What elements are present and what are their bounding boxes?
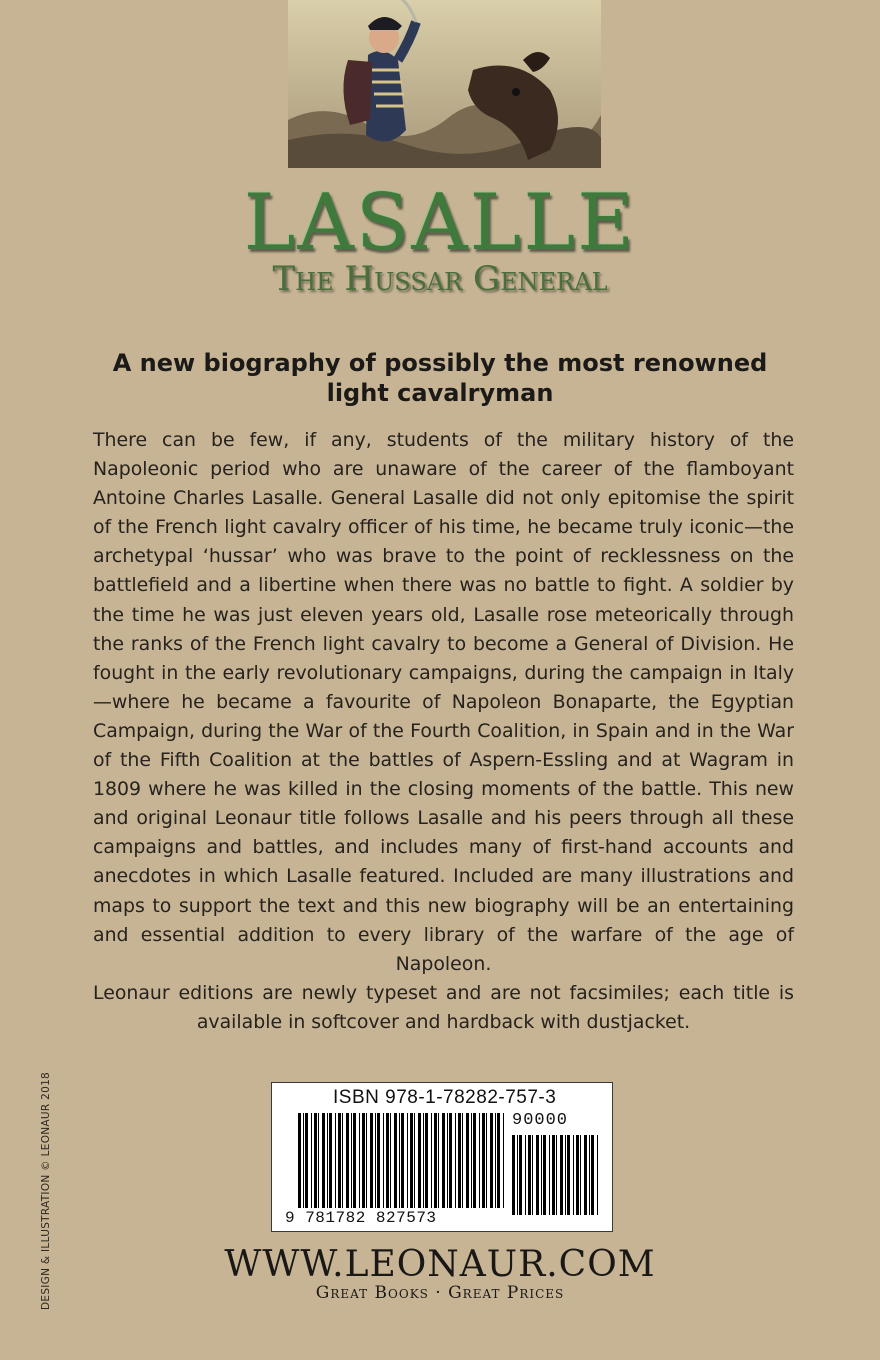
barcode-bar	[565, 1135, 566, 1215]
publisher-slogan: Great Books · Great Prices	[315, 1283, 565, 1303]
ean-digits: 9 781782 827573	[285, 1209, 437, 1227]
barcode-bar	[351, 1113, 352, 1208]
barcode-bar	[431, 1113, 432, 1208]
barcode-bar	[314, 1113, 317, 1208]
barcode-bar	[370, 1113, 373, 1208]
barcode-bar	[410, 1113, 413, 1208]
barcode-bar	[394, 1113, 397, 1208]
barcode-bar	[525, 1135, 526, 1215]
barcode-bar	[471, 1113, 472, 1208]
barcode-bar	[532, 1135, 533, 1215]
barcode-bar	[425, 1113, 428, 1208]
barcode-bar	[327, 1113, 328, 1208]
barcode-bar	[576, 1135, 579, 1215]
barcode-bar	[303, 1113, 304, 1208]
barcode-bar	[597, 1135, 598, 1215]
title-block	[0, 178, 880, 299]
barcode-bar	[552, 1135, 555, 1215]
barcode-bar	[503, 1113, 504, 1208]
barcode-bar	[434, 1113, 437, 1208]
barcode-bar	[322, 1113, 325, 1208]
barcode-bar	[479, 1113, 480, 1208]
barcode-bar	[375, 1113, 376, 1208]
tagline: A new biography of possibly the most renowned light cavalryman	[112, 349, 768, 407]
ean-bars	[298, 1113, 508, 1215]
barcode-bar	[390, 1113, 391, 1208]
barcode-bar	[407, 1113, 408, 1208]
barcode-bar	[298, 1113, 301, 1208]
addon-bars	[512, 1135, 604, 1215]
barcode-bar	[473, 1113, 476, 1208]
barcode-bar	[573, 1135, 574, 1215]
barcode-bar	[418, 1113, 421, 1208]
barcode-bar	[311, 1113, 312, 1208]
barcode-bar	[386, 1113, 389, 1208]
barcode-bar	[567, 1135, 570, 1215]
barcode-bar	[541, 1135, 542, 1215]
cover-illustration	[288, 0, 601, 168]
publisher-website[interactable]: WWW.LEONAUR.COM	[224, 1244, 656, 1285]
barcode-bar	[591, 1135, 594, 1215]
barcode-bar	[342, 1113, 343, 1208]
barcode-bar	[455, 1113, 456, 1208]
barcode-bar	[401, 1113, 404, 1208]
barcode-bar	[519, 1135, 522, 1215]
barcode-bar	[442, 1113, 445, 1208]
barcode-bar	[338, 1113, 341, 1208]
barcode-bar	[560, 1135, 563, 1215]
isbn-label: ISBN 978-1-78282-757-3	[333, 1087, 557, 1108]
barcode-bar	[438, 1113, 439, 1208]
barcode-bar	[584, 1135, 587, 1215]
barcode-bar	[353, 1113, 356, 1208]
barcode-bar	[466, 1113, 469, 1208]
barcode-bar	[512, 1135, 515, 1215]
barcode-bar	[482, 1113, 485, 1208]
description	[93, 426, 794, 1037]
barcode-bar	[497, 1113, 500, 1208]
barcode-bar	[346, 1113, 349, 1208]
barcode-bar	[362, 1113, 365, 1208]
barcode-bar	[359, 1113, 360, 1208]
barcode-bar	[458, 1113, 461, 1208]
barcode-bar	[399, 1113, 400, 1208]
barcode-bar	[486, 1113, 487, 1208]
barcode-bar	[414, 1113, 415, 1208]
book-subtitle: The Hussar General	[272, 259, 608, 299]
barcode-bar	[528, 1135, 531, 1215]
isbn-barcode	[271, 1082, 613, 1232]
barcode-bar	[335, 1113, 336, 1208]
barcode-bar	[447, 1113, 448, 1208]
book-title: LASALLE	[243, 178, 637, 268]
barcode-bar	[580, 1135, 581, 1215]
barcode-bar	[318, 1113, 319, 1208]
barcode-bar	[462, 1113, 463, 1208]
barcode-bar	[549, 1135, 550, 1215]
barcode-bar	[589, 1135, 590, 1215]
price-code: 90000	[512, 1111, 569, 1130]
barcode-bar	[543, 1135, 546, 1215]
barcode-bar	[517, 1135, 518, 1215]
barcode-bar	[377, 1113, 380, 1208]
barcode-bar	[383, 1113, 384, 1208]
barcode-bar	[536, 1135, 539, 1215]
barcode-bar	[329, 1113, 332, 1208]
barcode-bar	[305, 1113, 308, 1208]
barcode-bar	[495, 1113, 496, 1208]
design-credit: DESIGN & ILLUSTRATION © LEONAUR 2018	[40, 1071, 52, 1310]
barcode-bar	[556, 1135, 557, 1215]
edition-note: Leonaur editions are newly typeset and are not facsimiles; each title is available in softcover and hardback with dustjacket.	[93, 981, 794, 1033]
barcode-bar	[423, 1113, 424, 1208]
barcode-bar	[366, 1113, 367, 1208]
barcode-bar	[449, 1113, 452, 1208]
description-paragraph: There can be few, if any, students of the military history of the Napoleonic period who are unaware of the career of the flamboyant Antoine Charles Lasalle. General Lasalle did not only epitomise the spirit of the French light cavalry officer of his time, he became truly iconic—the archetypal ‘hussar’ who was brave to the point of recklessness on the battlefield and a libertine when there was no battle to fight. A soldier by the time he was just eleven years old, Lasalle rose meteorically through the ranks of the French light cavalry to become a General of Division. He fought in the early revolutionary campaigns, during the campaign in Italy—where he became a favourite of Napoleon Bonaparte, the Egyptian Campaign, during the War of the Fourth Coalition, in Spain and in the War of the Fifth Coalition at the battles of Aspern-Essling and at Wagram in 1809 where he was killed in the closing moments of the battle. This new and original Leonaur title follows Lasalle and his peers through all these campaigns and battles, and includes many of first-hand accounts and anecdotes in which Lasalle featured. Included are many illustrations and maps to support the text and this new biography will be an entertaining and essential addition to every library of the warfare of the age of Napoleon.	[93, 429, 794, 975]
barcode-bar	[490, 1113, 493, 1208]
